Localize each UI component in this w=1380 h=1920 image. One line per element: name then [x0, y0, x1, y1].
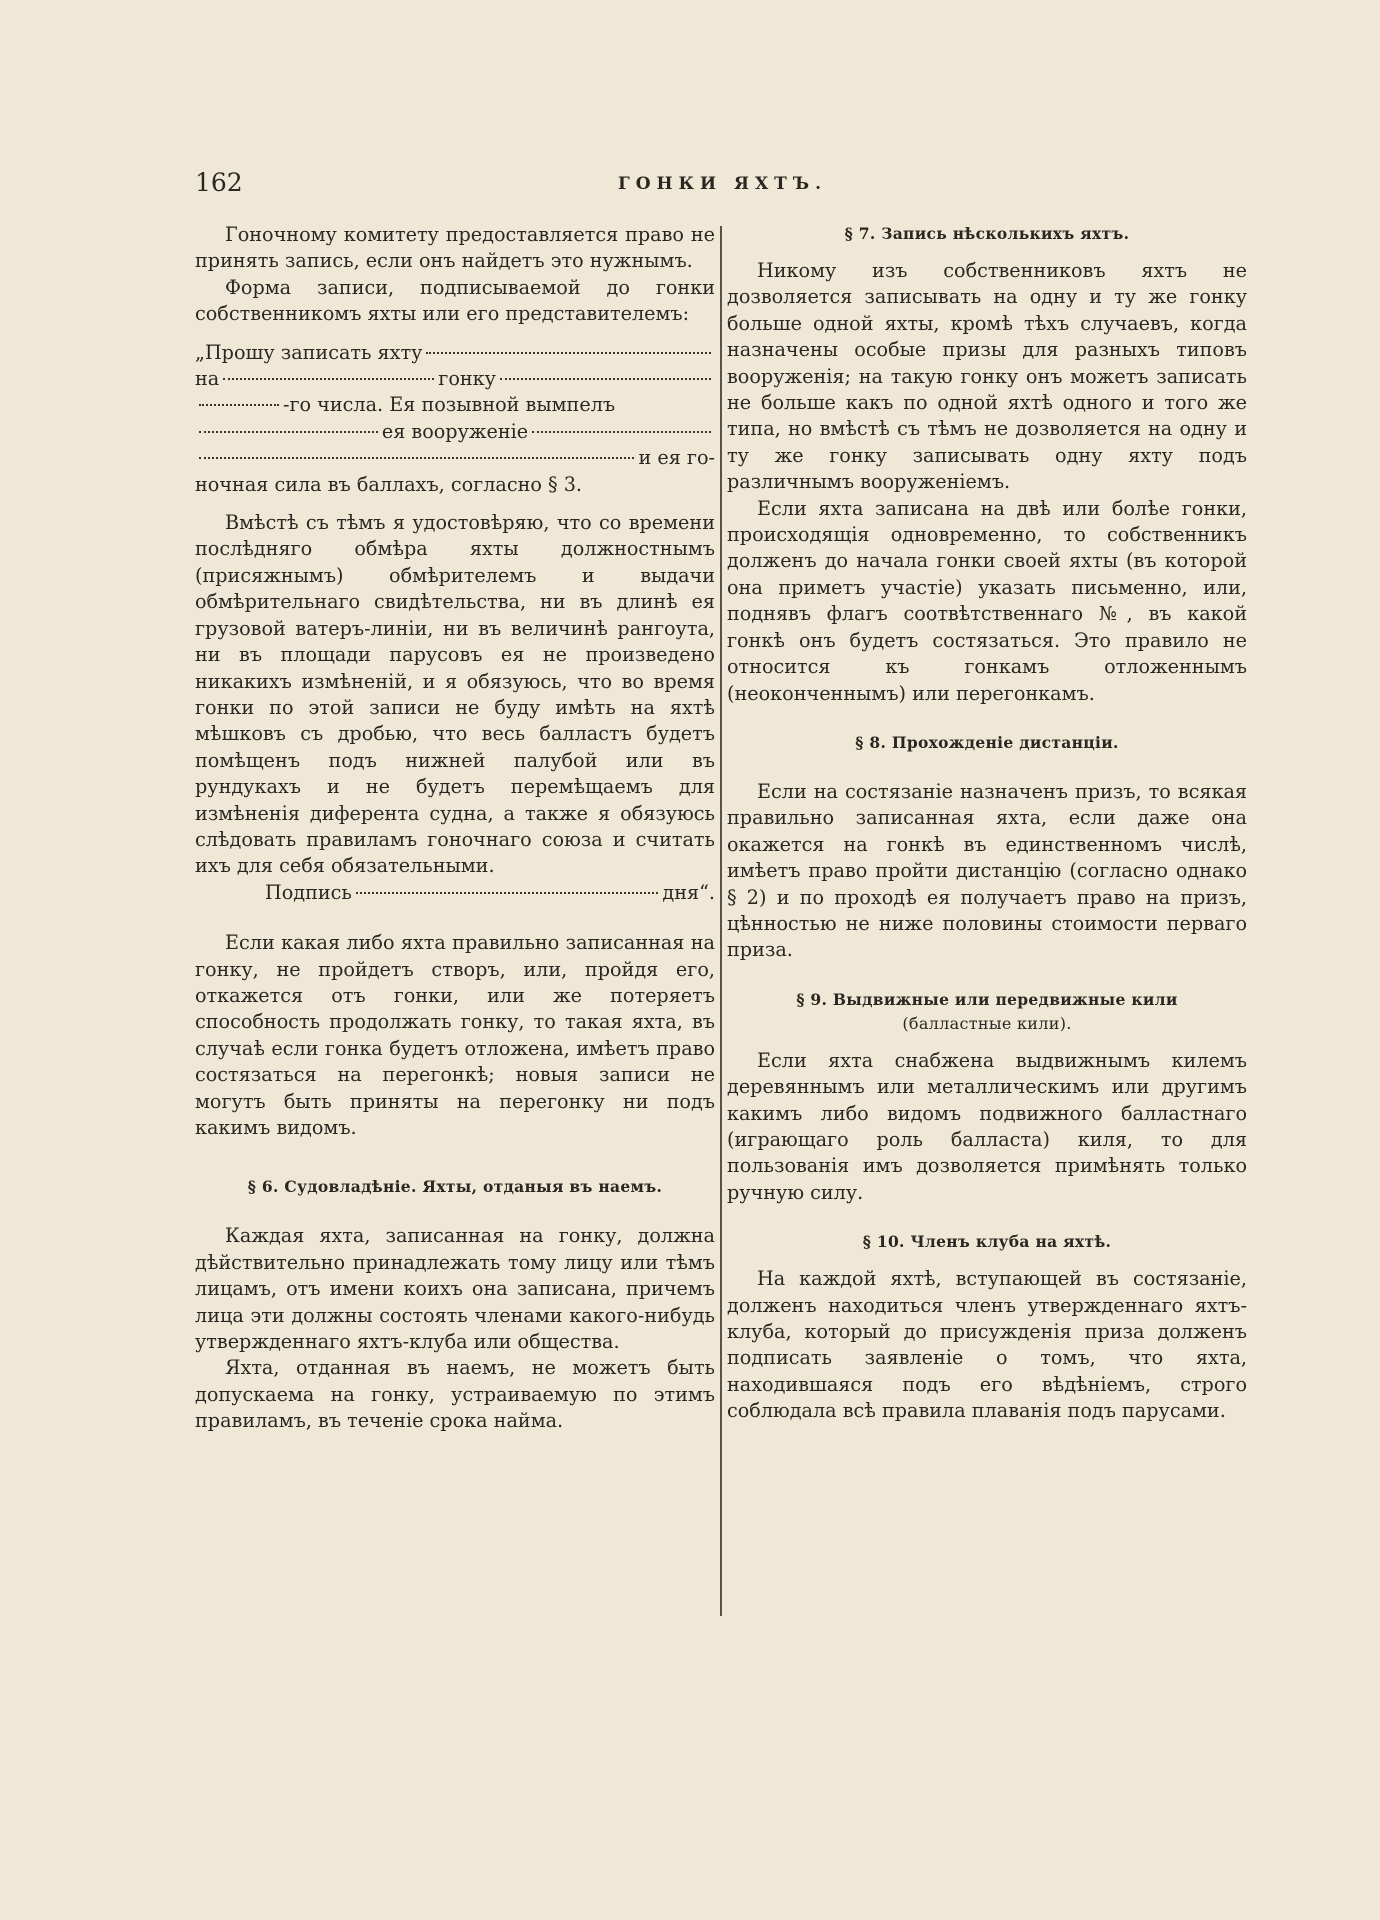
form-line: [195, 445, 715, 471]
fill-in-line: [199, 431, 378, 433]
paragraph: Вмѣстѣ съ тѣмъ я удостовѣряю, что со времени послѣдняго обмѣра яхты должностнымъ (присяжнымъ) обмѣрителемъ и выдачи обмѣрительнаго свидѣтельства, ни въ длинѣ ея грузовой ватеръ-линіи, ни въ величинѣ рангоута, ни въ площади парусовъ ея не произведено никакихъ измѣненій, и я обязуюсь, что во время гонки по этой записи не буду имѣть на яхтѣ мѣшковъ съ дробью, что весь балластъ будетъ помѣщенъ подъ нижней палубой или въ рундукахъ и не будетъ перемѣщаемъ для измѣненія диферента судна, а также я обязуюсь слѣдовать правиламъ гоночнаго союза и считать ихъ для себя обязательными.: [195, 511, 715, 878]
form-text: гонку: [438, 367, 496, 391]
form-line: [195, 366, 715, 392]
form-text: и ея го-: [638, 446, 715, 470]
paragraph: Каждая яхта, записанная на гонку, должна дѣйствительно принадлежать тому лицу или тѣмъ лицамъ, отъ имени коихъ она записана, причемъ лица эти должны состоять членами какого-нибудь утвержденнаго яхтъ-клуба или общества.: [195, 1224, 715, 1354]
form-text: ночная сила въ баллахъ, согласно § 3.: [195, 472, 583, 496]
column-divider: [720, 226, 722, 1616]
fill-in-line: [500, 378, 711, 380]
paragraph: Если на состязаніе назначенъ призъ, то всякая правильно записанная яхта, если даже она окажется на гонкѣ въ единственномъ числѣ, имѣетъ право пройти дистанцію (согласно однако § 2) и по проходѣ ея получаетъ право на призъ, цѣнностью не ниже половины стоимости перваго приза.: [727, 779, 1247, 962]
section-heading: § 10. Членъ клуба на яхтѣ.: [862, 1232, 1112, 1252]
paragraph: Форма записи, подписываемой до гонки собственникомъ яхты или его представителемъ:: [195, 275, 715, 326]
section-heading: § 8. Прохожденіе дистанціи.: [855, 732, 1119, 752]
paragraph: Яхта, отданная въ наемъ, не можетъ быть допускаема на гонку, устраиваемую по этимъ правиламъ, въ теченіе срока найма.: [195, 1356, 715, 1433]
right-column: [727, 222, 1247, 1425]
section-heading: § 7. Запись нѣсколькихъ яхтъ.: [844, 224, 1130, 243]
fill-in-line: [223, 378, 434, 380]
fill-in-line: [199, 457, 634, 459]
form-line: [195, 419, 715, 445]
form-text: ея вооруженіе: [381, 419, 529, 443]
form-text: на: [195, 367, 220, 391]
page-header: [195, 168, 1250, 202]
form-line: [195, 340, 715, 366]
form-text: дня“.: [662, 880, 715, 904]
section-title: § 9. Выдвижные или передвижные кили: [796, 989, 1178, 1009]
fill-in-line: [356, 892, 659, 894]
left-column: [195, 222, 715, 1435]
paragraph: На каждой яхтѣ, вступающей въ состязаніе, долженъ находиться членъ утвержденнаго яхтъ-клуба, который до присужденія приза долженъ подписать заявленіе о томъ, что яхта, находившаяся подъ его вѣдѣніемъ, строго соблюдала всѣ правила плаванія подъ парусами.: [727, 1267, 1247, 1423]
running-title: ГОНКИ ЯХТЪ.: [617, 174, 828, 194]
signature-line: [195, 880, 715, 906]
paragraph: Если яхта записана на двѣ или болѣе гонки, происходящія одновременно, то собственникъ долженъ до начала гонки своей яхты (въ которой она приметъ участіе) указать письменно, или, поднявъ флагъ соотвѣтственнаго №, въ какой гонкѣ онъ будетъ состязаться. Это правило не относится къ гонкамъ отложеннымъ (неоконченнымъ) или перегонкамъ.: [727, 496, 1247, 705]
entry-form: [195, 340, 715, 498]
fill-in-line: [199, 404, 279, 406]
form-line: [195, 392, 715, 418]
section-subtitle: (балластные кили).: [902, 1013, 1072, 1033]
paragraph: Если яхта снабжена выдвижнымъ килемъ деревяннымъ или металлическимъ или другимъ какимъ либо видомъ подвижного балластнаго (играющаго роль балласта) киля, то для пользованія имъ дозволяется примѣнять только ручную силу.: [727, 1048, 1247, 1204]
paragraph: Гоночному комитету предоставляется право не принять запись, если онъ найдетъ это нужнымъ.: [195, 223, 715, 273]
form-line: [195, 472, 715, 498]
paragraph: Никому изъ собственниковъ яхтъ не дозволяется записывать на одну и ту же гонку больше одной яхты, кромѣ тѣхъ случаевъ, когда назначены особые призы для разныхъ типовъ вооруженія; на такую гонку онъ можетъ записать не больше какъ по одной яхтѣ одного и того же типа, но вмѣстѣ съ тѣмъ не дозволяется на одну и ту же гонку записывать одну яхту подъ различнымъ вооруженіемъ.: [727, 259, 1247, 494]
fill-in-line: [426, 352, 711, 354]
page-number: 162: [195, 168, 243, 197]
section-heading: [727, 988, 1247, 1036]
form-text: -го числа. Ея позывной вымпелъ: [283, 393, 616, 417]
fill-in-line: [532, 431, 711, 433]
section-heading: § 6. Судовладѣніе. Яхты, отданыя въ наемъ.: [247, 1177, 663, 1197]
form-text: „Прошу записать яхту: [195, 340, 423, 364]
form-text: Подпись: [265, 880, 352, 904]
paragraph: Если какая либо яхта правильно записанная на гонку, не пройдетъ створъ, или, пройдя его, откажется отъ гонки, или же потеряетъ способность продолжать гонку, то такая яхта, въ случаѣ если гонка будетъ отложена, имѣетъ право состязаться на перегонкѣ; новыя записи не могутъ быть приняты на перегонку ни подъ какимъ видомъ.: [195, 931, 715, 1139]
